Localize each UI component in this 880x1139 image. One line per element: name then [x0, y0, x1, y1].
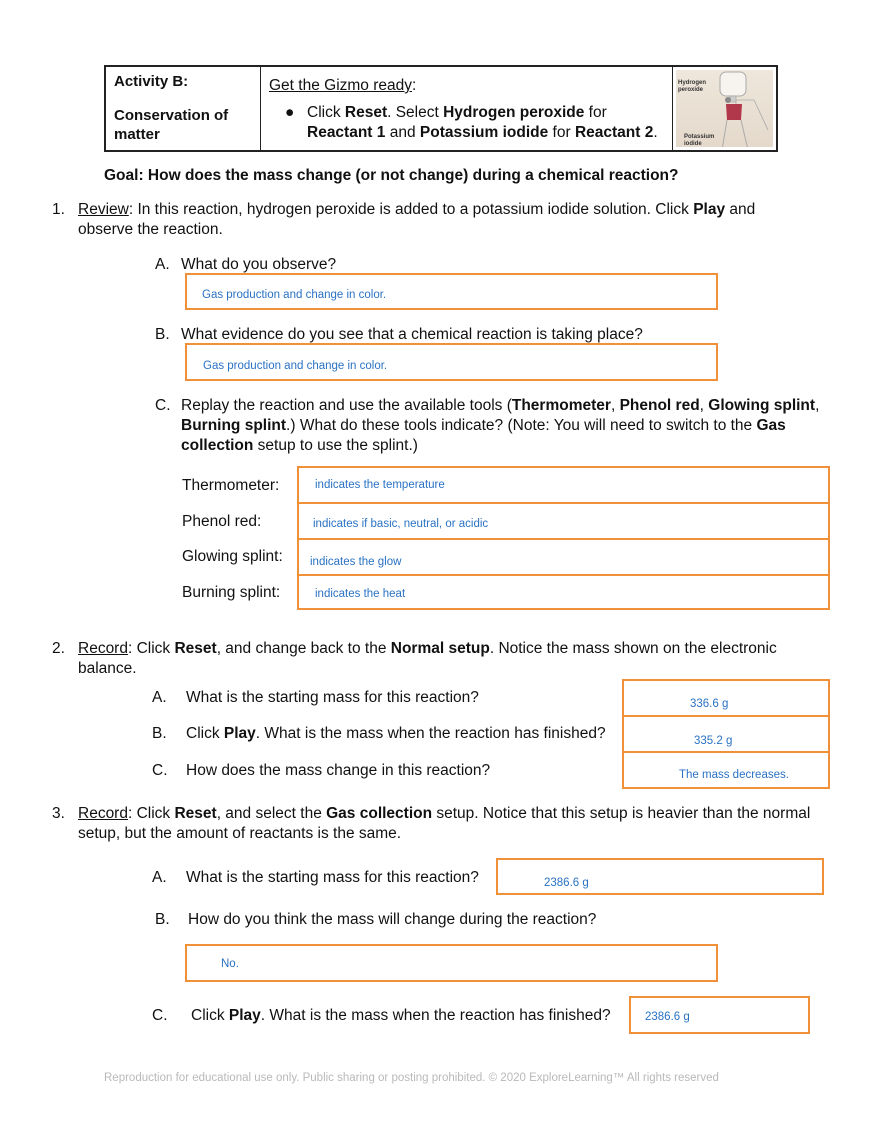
q1b-answer-field[interactable]: [185, 343, 718, 381]
q2b-label: B.: [152, 725, 167, 742]
q3b-answer: No.: [221, 958, 239, 970]
q1c-prompt: Replay the reaction and use the available tools (Thermometer, Phenol red, Glowing splint, Burning splint.) What do these tools indicate? (Note: You will need to switch to the Gas collection setup to use the splint.): [181, 397, 820, 454]
q2-number: 2.: [52, 640, 65, 657]
burning-splint-term: Burning splint: [181, 417, 287, 434]
q3c-question: [191, 1007, 611, 1025]
text: : In this reaction, hydrogen peroxide is added to a potassium iodide solution. Click: [128, 201, 694, 218]
activity-cell: [106, 67, 261, 150]
flask-icon: [676, 70, 773, 147]
text: setup. Notice that this setup is heavier than the normal setup, but the amount of reactants is the same.: [78, 805, 811, 842]
q2-lead: Record: [78, 640, 128, 657]
q2b-answer-field[interactable]: [622, 715, 830, 753]
reset-term: Reset: [174, 640, 217, 657]
q1b-label: B.: [155, 326, 170, 343]
q3-prompt: [78, 804, 838, 844]
reset-term: Reset: [174, 805, 217, 822]
text: , and change back to the: [216, 640, 391, 657]
text: . What is the mass when the reaction has finished?: [255, 725, 606, 742]
reset-term: Reset: [344, 104, 388, 121]
thermometer-answer: indicates the temperature: [315, 479, 445, 491]
burning-splint-answer: indicates the heat: [315, 588, 406, 600]
q1b-question: What evidence do you see that a chemical reaction is taking place?: [181, 326, 643, 343]
text: . What is the mass when the reaction has finished?: [260, 1007, 611, 1024]
burning-splint-answer-field[interactable]: [297, 574, 830, 610]
text: : Click: [127, 640, 175, 657]
text: setup to use the splint.): [253, 437, 418, 454]
tool-label-thermometer: Thermometer:: [182, 477, 280, 494]
thermometer-term: Thermometer: [511, 397, 611, 414]
text: and: [385, 124, 420, 141]
glowing-splint-term: Glowing splint: [708, 397, 816, 414]
q2a-answer: 336.6 g: [690, 698, 729, 710]
q2a-answer-field[interactable]: [622, 679, 830, 717]
text: Click: [191, 1007, 229, 1024]
play-term: Play: [693, 201, 726, 218]
q1a-answer: Gas production and change in color.: [202, 289, 387, 301]
text: . Select: [387, 104, 444, 121]
normal-setup-term: Normal setup: [390, 640, 490, 657]
q2a-label: A.: [152, 689, 167, 706]
gas-collection-term: Gas collection: [326, 805, 433, 822]
copyright-footer: Reproduction for educational use only. Public sharing or posting prohibited. © 2020 ExploreLearning™ All rights reserved: [104, 1072, 719, 1084]
q2c-answer-field[interactable]: [622, 751, 830, 789]
play-term: Play: [228, 1007, 261, 1024]
text: and observe the reaction.: [78, 201, 756, 238]
tool-label-glowing-splint: Glowing splint:: [182, 548, 283, 565]
phenol-red-term: Phenol red: [619, 397, 700, 414]
activity-header-table: [104, 65, 778, 152]
text: , and select the: [216, 805, 327, 822]
q3b-answer-field[interactable]: [185, 944, 718, 982]
goal-statement: Goal: How does the mass change (or not change) during a chemical reaction?: [104, 167, 679, 184]
q2b-answer: 335.2 g: [694, 735, 733, 747]
text: .) What do these tools indicate? (Note: You will need to switch to the: [286, 417, 757, 434]
q1a-label: A.: [155, 256, 170, 273]
q1c-label: C.: [155, 397, 171, 414]
text: : Click: [127, 805, 175, 822]
thermometer-answer-field[interactable]: [297, 466, 830, 504]
q3c-label: C.: [152, 1007, 168, 1024]
reactant2-term: Reactant 2: [574, 124, 654, 141]
text: Click: [186, 725, 224, 742]
q1-number: 1.: [52, 201, 65, 218]
q1-prompt: [78, 200, 798, 240]
q2-prompt: [78, 639, 818, 679]
reactant1-term: Reactant 1: [307, 124, 386, 141]
gizmo-apparatus-image: [676, 70, 773, 147]
image-label-hydrogen-peroxide: Hydrogen peroxide: [678, 80, 707, 93]
q1b-answer: Gas production and change in color.: [203, 360, 388, 372]
image-label-potassium-iodide: Potassium iodide: [684, 134, 715, 147]
glowing-splint-answer-field[interactable]: [297, 538, 830, 576]
play-term: Play: [223, 725, 256, 742]
ki-term: Potassium iodide: [419, 124, 549, 141]
tool-label-phenol-red: Phenol red:: [182, 513, 262, 530]
h2o2-term: Hydrogen peroxide: [443, 104, 585, 121]
gas-collection-term: Gas collection: [181, 417, 786, 454]
q1a-answer-field[interactable]: [185, 273, 718, 310]
q3a-question: What is the starting mass for this reaction?: [186, 869, 479, 886]
tool-label-burning-splint: Burning splint:: [182, 584, 281, 601]
text: . Notice the mass shown on the electronic balance.: [78, 640, 777, 677]
q2c-answer: The mass decreases.: [679, 769, 789, 781]
activity-label: Activity B:: [114, 73, 189, 90]
phenol-red-answer: indicates if basic, neutral, or acidic: [313, 518, 489, 530]
q2a-question: What is the starting mass for this reaction?: [186, 689, 479, 706]
gizmo-image-cell: [673, 67, 776, 150]
q3c-answer: 2386.6 g: [645, 1011, 690, 1023]
q3-number: 3.: [52, 805, 65, 822]
instructions-cell: Get the Gizmo ready: ● Click Reset. Select Hydrogen peroxide for Reactant 1 and Potassium iodide for Reactant 2.: [261, 67, 673, 150]
text: Replay the reaction and use the available tools (: [181, 397, 512, 414]
q3a-answer-field[interactable]: [496, 858, 824, 895]
bullet-icon: ●: [285, 104, 295, 121]
activity-title: Conservation of matter: [114, 107, 229, 143]
q3-lead: Record: [78, 805, 128, 822]
q3a-label: A.: [152, 869, 167, 886]
q2b-question: [186, 725, 606, 743]
q1-lead: Review: [78, 201, 129, 218]
text: for: [584, 104, 607, 121]
get-ready-heading: Get the Gizmo ready: [269, 77, 413, 94]
instruction-bullet: ● Click Reset. Select Hydrogen peroxide for Reactant 1 and Potassium iodide for Reactant 2.: [285, 104, 658, 141]
q2c-question: How does the mass change in this reaction?: [186, 762, 491, 779]
q1a-question: What do you observe?: [181, 256, 337, 273]
text: Click: [307, 104, 345, 121]
q3c-answer-field[interactable]: [629, 996, 810, 1034]
q3b-question: How do you think the mass will change during the reaction?: [188, 911, 597, 928]
glowing-splint-answer: indicates the glow: [310, 556, 402, 568]
q2c-label: C.: [152, 762, 168, 779]
q3a-answer: 2386.6 g: [544, 877, 589, 889]
phenol-red-answer-field[interactable]: [297, 502, 830, 540]
text: for: [548, 124, 575, 141]
q3b-label: B.: [155, 911, 170, 928]
